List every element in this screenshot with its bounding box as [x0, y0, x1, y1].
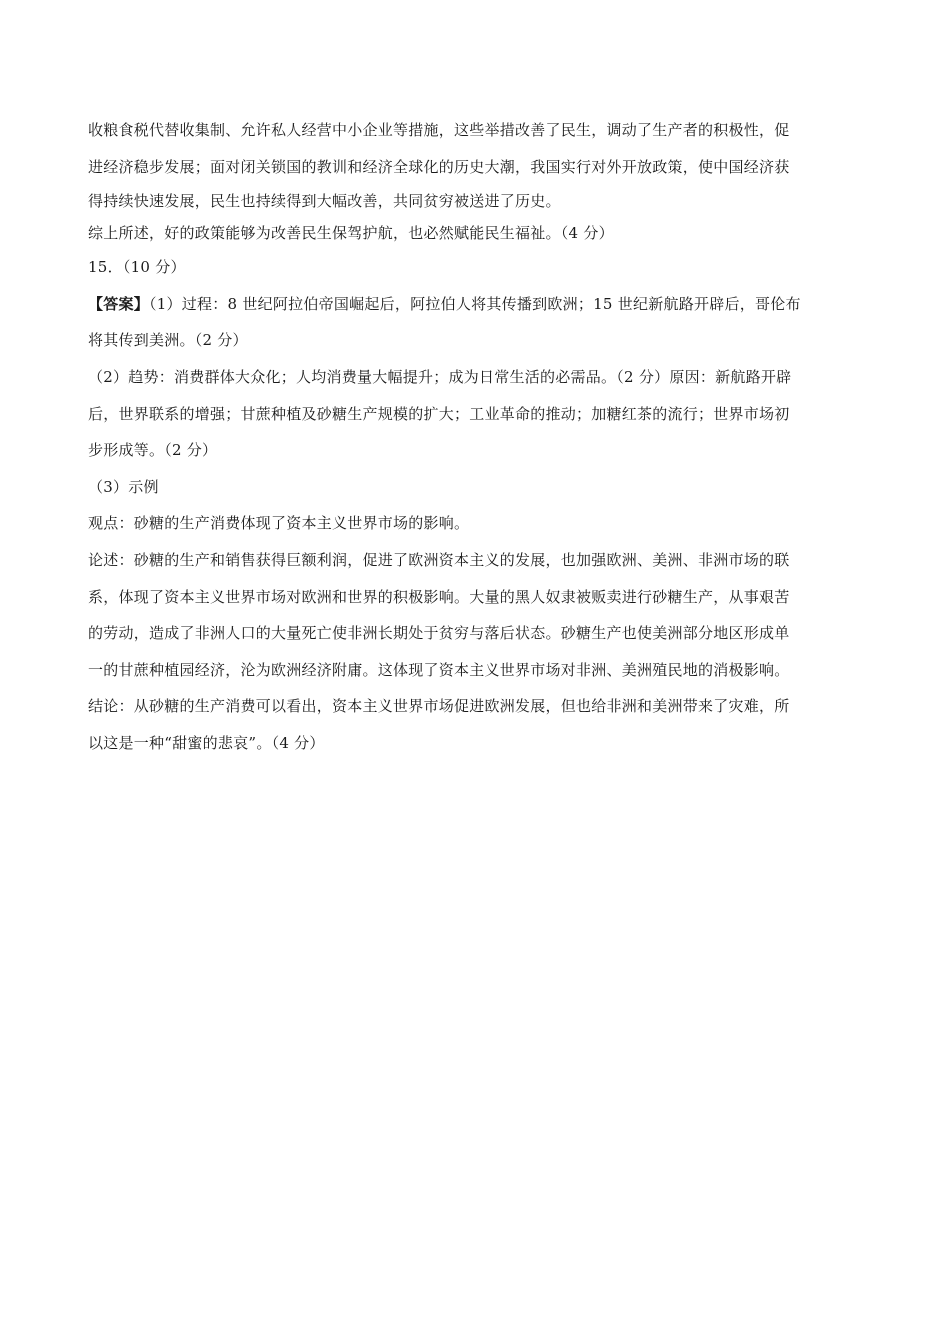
text-line: 以这是一种“甜蜜的悲哀”。（4 分） [88, 733, 325, 752]
text-line: 得持续快速发展，民生也持续得到大幅改善，共同贫穷被送进了历史。 [88, 192, 561, 211]
question-number: 15．（10 分） [88, 258, 186, 277]
document-body [88, 112, 868, 762]
text-line: 将其传到美洲。（2 分） [88, 331, 248, 350]
text-line: 结论：从砂糖的生产消费可以看出，资本主义世界市场促进欧洲发展，但也给非洲和美洲带来了灾难，所 [88, 697, 790, 716]
text-line: 步形成等。（2 分） [88, 441, 218, 460]
text-line: 综上所述，好的政策能够为改善民生保驾护航，也必然赋能民生福祉。（4 分） [88, 224, 614, 243]
text-line: 收粮食税代替收集制、允许私人经营中小企业等措施，这些举措改善了民生，调动了生产者的积极性，促 [88, 121, 790, 139]
text-line: 的劳动，造成了非洲人口的大量死亡使非洲长期处于贫穷与落后状态。砂糖生产也使美洲部分地区形成单 [88, 624, 790, 643]
text-line: 论述：砂糖的生产和销售获得巨额利润，促进了欧洲资本主义的发展，也加强欧洲、美洲、非洲市场的联 [88, 550, 790, 569]
answer-text: （1）过程：8 世纪阿拉伯帝国崛起后，阿拉伯人将其传播到欧洲；15 世纪新航路开辟后，哥伦布 [149, 294, 801, 313]
text-line: 系，体现了资本主义世界市场对欧洲和世界的积极影响。大量的黑人奴隶被贩卖进行砂糖生产，从事艰苦 [88, 587, 790, 606]
text-line: 后，世界联系的增强；甘蔗种植及砂糖生产规模的扩大；工业革命的推动；加糖红茶的流行；世界市场初 [88, 404, 790, 423]
text-line: 一的甘蔗种植园经济，沦为欧洲经济附庸。这体现了资本主义世界市场对非洲、美洲殖民地的消极影响。 [88, 660, 790, 679]
answer-label: 【答案】 [88, 294, 150, 313]
text-line: （3）示例 [88, 477, 159, 496]
answer-line [88, 286, 868, 323]
text-line: （2）趋势：消费群体大众化；人均消费量大幅提升；成为日常生活的必需品。（2 分）原因：新航路开辟 [88, 367, 792, 386]
text-line: 观点：砂糖的生产消费体现了资本主义世界市场的影响。 [88, 514, 470, 533]
text-line: 进经济稳步发展；面对闭关锁国的教训和经济全球化的历史大潮，我国实行对外开放政策，使中国经济获 [88, 157, 790, 176]
